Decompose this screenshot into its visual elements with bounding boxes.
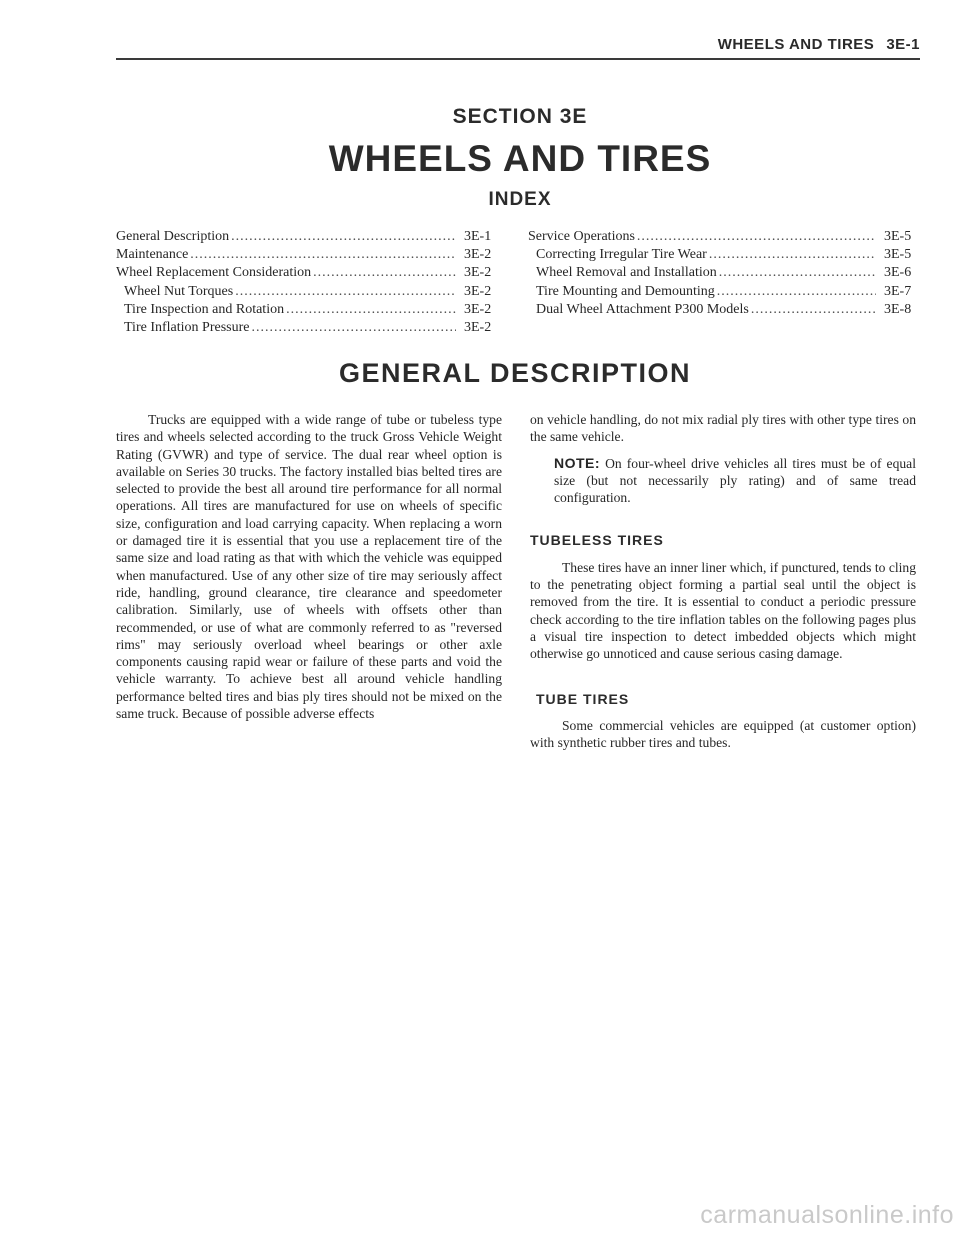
index-entry-page: 3E-2 [464,320,492,336]
index-left-column [116,228,498,337]
index-entry-label: Wheel Nut Torques [124,283,234,299]
dot-leader [231,228,456,246]
index-entry[interactable] [528,301,918,319]
index-entry-label: Service Operations [528,229,635,244]
index-entry-label: General Description [116,229,230,244]
dot-leader [637,228,876,246]
index-entry[interactable] [528,246,918,264]
index-right-column [528,228,918,319]
running-header [116,36,920,60]
dot-leader [313,264,456,282]
index-entry-label: Wheel Replacement Consideration [116,265,312,281]
index-entry-page: 3E-2 [464,247,492,263]
body-right-column [530,411,916,751]
tubeless-tires-paragraph: These tires have an inner liner which, if punctured, tends to cling to the penetrating object forming a partial seal until the object is removed from the tire. It is essential to conduct a periodic pressure check according to the tire inflation tables on the following pages plus a visual tire inspection to detect imbedded objects which might otherwise go unnoticed and cause serious casing damage. [530,559,916,662]
index-entry-page: 3E-5 [884,229,912,244]
index-entry-page: 3E-1 [464,229,492,244]
general-description-heading: GENERAL DESCRIPTION [338,358,692,388]
dot-leader [709,246,876,264]
index-label: INDEX [488,189,552,210]
index-entry-label: Correcting Irregular Tire Wear [536,247,707,263]
running-header-text: WHEELS AND TIRES [717,36,875,53]
dot-leader [190,246,456,264]
index-entry-page: 3E-8 [884,301,912,317]
dot-leader [719,264,876,282]
dot-leader [717,283,876,301]
index-entry-page: 3E-6 [884,265,912,281]
index-entry[interactable] [116,228,498,246]
index-entry[interactable] [528,264,918,282]
index-entry-label: Tire Inflation Pressure [124,320,250,336]
index-entry-label: Dual Wheel Attachment P300 Models [536,301,749,317]
index-entry-page: 3E-2 [464,265,492,281]
tube-tires-heading: TUBE TIRES [536,690,630,707]
index-entry[interactable] [116,301,498,319]
tubeless-tires-heading: TUBELESS TIRES [530,532,664,549]
index-entry[interactable] [116,264,498,282]
dot-leader [286,301,456,319]
index-entry-label: Tire Inspection and Rotation [124,301,285,317]
note-text: On four-wheel drive vehicles all tires must be of equal size (but not necessarily ply rating) and of same tread configuration. [554,455,916,506]
index-entry-page: 3E-5 [884,247,912,263]
site-watermark: carmanualsonline.info [700,1201,954,1229]
body-left-column [116,411,502,722]
index-entry-page: 3E-2 [464,283,492,299]
dot-leader [235,283,456,301]
index-entry-label: Maintenance [116,247,189,263]
dot-leader [251,319,456,337]
index-entry-label: Tire Mounting and Demounting [536,283,715,299]
running-header-page: 3E-1 [886,36,920,53]
index-entry[interactable] [116,246,498,264]
index-entry[interactable] [528,283,918,301]
page-title: WHEELS AND TIRES [328,138,712,179]
index-entry-page: 3E-7 [884,283,912,299]
running-header-title [718,36,920,53]
index-entry-label: Wheel Removal and Installation [536,265,717,281]
note-label: NOTE: [554,454,601,471]
section-label: SECTION 3E [452,105,588,128]
dot-leader [751,301,876,319]
general-description-paragraph: Trucks are equipped with a wide range of tube or tubeless type tires and wheels selected according to the truck Gross Vehicle Weight Rating (GVWR) and type of service. The dual rear wheel option is available on Series 30 trucks. The factory installed bias belted tires are selected to provide the best all around tire performance for all normal operations. All tires are manufactured for use on wheels of specific size, configuration and load carrying capacity. When replacing a worn or damaged tire it is essential that you use a replacement tire of the same size and load rating as that with which the vehicle was equipped when manufactured. Use of any other size of tire may seriously affect ride, handling, ground clearance, tire clearance and speedometer calibration. Similarly, use of wheels with offsets other than recommended, or use of what are commonly referred to as "reversed rims" may seriously overload wheel bearings or other axle components causing rapid wear or failure of these parts and void the vehicle warranty. To achieve best all around vehicle handling performance belted tires and bias ply tires should not be mixed on the same truck. Because of possible adverse effects [116,412,502,722]
tube-tires-paragraph: Some commercial vehicles are equipped (at customer option) with synthetic rubber tires and tubes. [530,717,916,751]
index-entry[interactable] [528,228,918,246]
handling-continuation-paragraph: on vehicle handling, do not mix radial ply tires with other type tires on the same vehicle. [530,412,916,445]
index-entry[interactable] [116,319,498,337]
index-entry-page: 3E-2 [464,301,492,317]
index-entry[interactable] [116,283,498,301]
four-wheel-drive-note [554,455,916,507]
